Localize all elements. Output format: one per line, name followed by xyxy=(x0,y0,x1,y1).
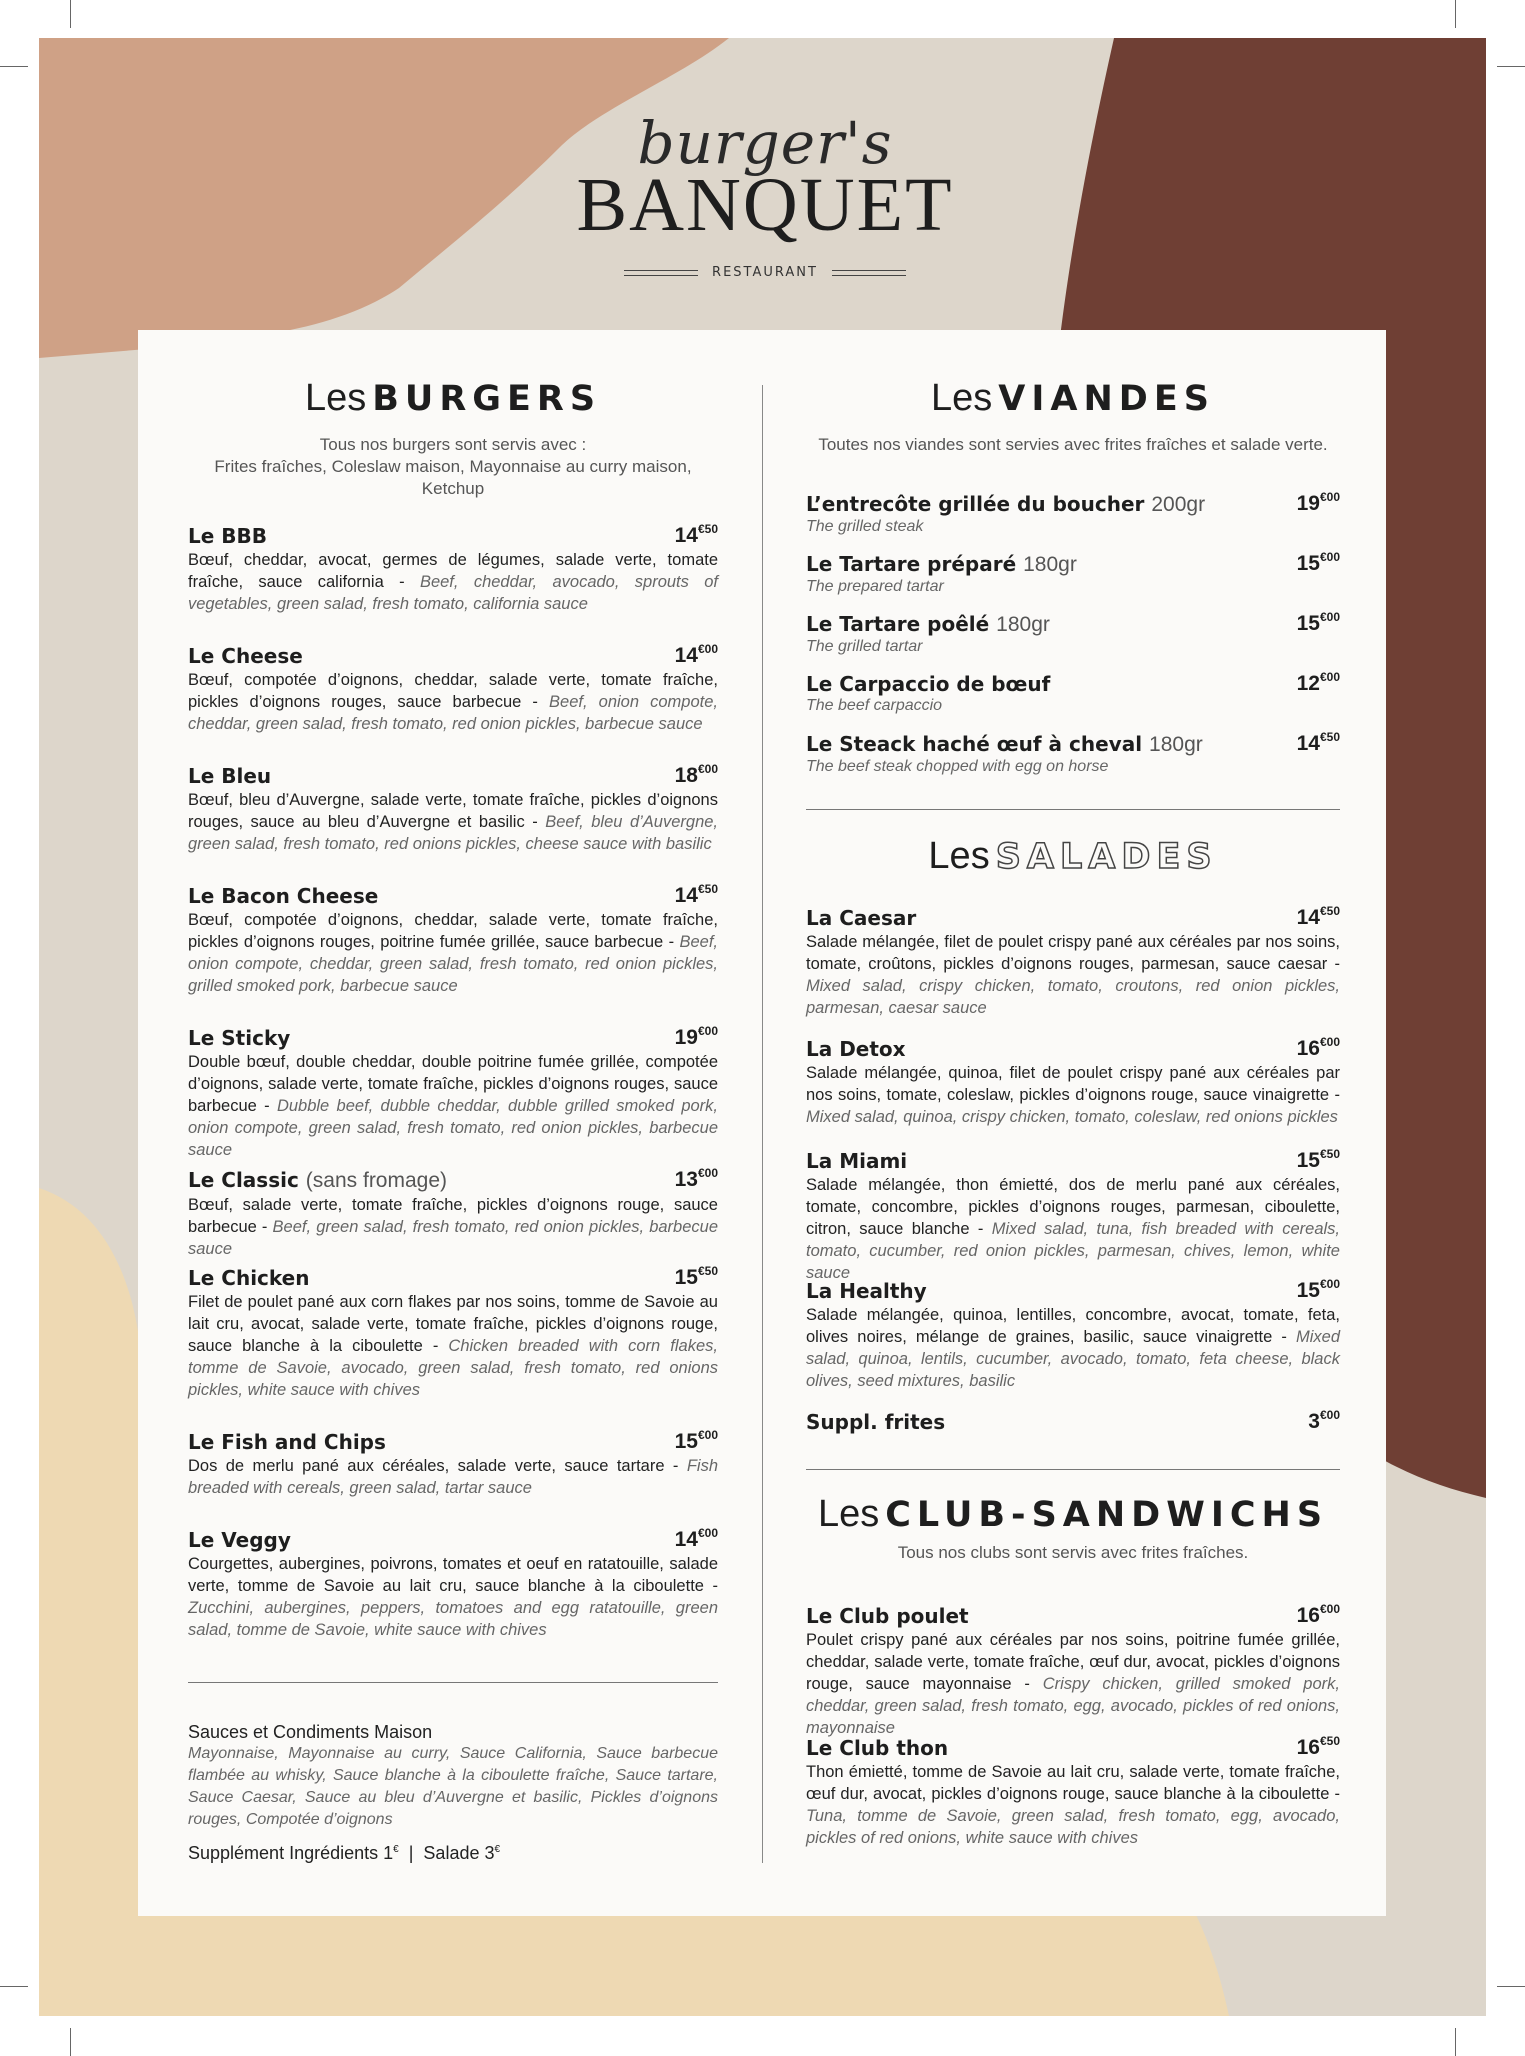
column-divider xyxy=(762,385,763,1863)
intro-line: Frites fraîches, Coleslaw maison, Mayonnaise au curry maison, Ketchup xyxy=(214,457,692,498)
item-subtitle: The beef steak chopped with egg on horse xyxy=(806,758,1109,775)
item-description: Filet de poulet pané aux corn flakes par nos soins, tomme de Savoie au lait cru, avocat, salade verte, tomate fraîche, pickles d’oignons rouge, sauce blanche à la ciboulette - Chicken breaded with corn flakes, tomme de Savoie, avocado, green salad, fresh tomato, red onions pickles, white sauce with chives xyxy=(188,1293,718,1399)
crop-mark xyxy=(1455,2028,1456,2056)
logo-script: burger's xyxy=(637,109,893,177)
menu-item xyxy=(188,1168,718,1260)
menu-item xyxy=(188,1026,718,1161)
menu-item xyxy=(188,1528,718,1641)
crop-mark xyxy=(0,66,28,67)
item-description: Thon émietté, tomme de Savoie au lait cru, salade verte, tomate fraîche, œuf dur, avocat, pickles d’oignons rouge, sauce blanche à la ciboulette - Tuna, tomme de Savoie, green salad, fresh tomato, egg, avocado, pickles of red onions, white sauce with chives xyxy=(806,1763,1340,1847)
item-price: $14^{€50}$ xyxy=(674,882,718,907)
crop-mark xyxy=(1497,66,1525,67)
section-title-clubs: Les CLUB-SANDWICHS xyxy=(817,1493,1329,1535)
item-name: Le Tartare poêlé 180gr xyxy=(806,612,1050,636)
section-divider xyxy=(188,1682,718,1683)
item-name: Le Club poulet xyxy=(806,1604,969,1628)
menu-item xyxy=(806,1604,1340,1739)
item-price: $19^{€00}$ xyxy=(1296,490,1340,515)
right-list xyxy=(806,0,1340,2056)
sauces-block xyxy=(188,1722,718,1831)
clubs-intro: Tous nos clubs sont servis avec frites fraîches. xyxy=(897,1543,1249,1562)
item-description: Poulet crispy pané aux céréales par nos soins, poitrine fumée grillée, cheddar, salade verte, tomate fraîche, œuf dur, avocat, pickles d’oignons rouge, sauce mayonnaise - Crispy chicken, grilled smoked pork, cheddar, green salad, fresh tomato, egg, avocado, pickles of red onions, mayonnaise xyxy=(806,1631,1340,1737)
supplements-line: Supplément Ingrédients 1€ | Salade 3€ xyxy=(188,1843,501,1863)
item-subtitle: The grilled steak xyxy=(806,518,924,535)
item-price: $16^{€50}$ xyxy=(1296,1734,1340,1759)
section-title-viandes: Les VIANDES xyxy=(931,377,1215,419)
menu-item xyxy=(188,1430,718,1499)
item-description: Salade mélangée, thon émietté, dos de merlu pané aux céréales, tomate, concombre, pickles d’oignons rouges, parmesan, ciboulette, citron, sauce blanche - Mixed salad, tuna, fish breaded with cereals, tomato, cucumber, red onion pickles, parmesan, chives, lemon, white sauce xyxy=(806,1176,1340,1282)
menu-item xyxy=(806,1149,1340,1284)
menu-item xyxy=(806,552,1340,596)
item-price: $14^{€00}$ xyxy=(674,642,718,667)
crop-mark xyxy=(0,1986,28,1987)
sauces-title: Sauces et Condiments Maison xyxy=(188,1722,433,1742)
viandes-intro: Toutes nos viandes sont servies avec frites fraîches et salade verte. xyxy=(818,435,1328,454)
item-name: Le Fish and Chips xyxy=(188,1430,386,1454)
menu-item xyxy=(806,1279,1340,1392)
menu-item xyxy=(806,732,1340,776)
item-price: $16^{€00}$ xyxy=(1296,1035,1340,1060)
item-name: Le Chicken xyxy=(188,1266,310,1290)
item-price: $15^{€00}$ xyxy=(674,1428,718,1453)
item-name: Le Bleu xyxy=(188,764,272,788)
item-price: $13^{€00}$ xyxy=(674,1166,718,1191)
menu-item xyxy=(188,524,718,615)
item-description: Bœuf, compotée d’oignons, cheddar, salade verte, tomate fraîche, pickles d’oignons rouges, sauce barbecue - Beef, onion compote, cheddar, green salad, fresh tomato, red onion pickles, barbecue sauce xyxy=(188,671,718,733)
item-subtitle: The prepared tartar xyxy=(806,578,944,595)
item-price: $14^{€00}$ xyxy=(674,1526,718,1551)
item-description: Bœuf, cheddar, avocat, germes de légumes, salade verte, tomate fraîche, sauce california - Beef, cheddar, avocado, sprouts of vegetables, green salad, fresh tomato, california sauce xyxy=(188,551,718,613)
menu-item xyxy=(188,644,718,735)
item-price: $15^{€50}$ xyxy=(674,1264,718,1289)
item-price: $14^{€50}$ xyxy=(1296,730,1340,755)
item-subtitle: The grilled tartar xyxy=(806,638,923,655)
item-price: $14^{€50}$ xyxy=(1296,904,1340,929)
item-price: $3^{€00}$ xyxy=(1308,1408,1340,1433)
item-name: La Miami xyxy=(806,1149,908,1173)
item-description: Dos de merlu pané aux céréales, salade verte, sauce tartare - Fish breaded with cereals, green salad, tartar sauce xyxy=(188,1457,718,1497)
crop-mark xyxy=(70,2028,71,2056)
item-name: Le Steack haché œuf à cheval 180gr xyxy=(806,732,1203,756)
menu-item xyxy=(188,764,718,855)
section-divider xyxy=(806,809,1340,810)
item-price: $16^{€00}$ xyxy=(1296,1602,1340,1627)
item-price: $14^{€50}$ xyxy=(674,522,718,547)
item-price: $15^{€00}$ xyxy=(1296,610,1340,635)
crop-mark xyxy=(1497,1986,1525,1987)
menu-item xyxy=(806,1037,1340,1128)
item-name: La Caesar xyxy=(806,906,917,930)
item-name: La Detox xyxy=(806,1037,906,1061)
section-divider xyxy=(806,1469,1340,1470)
section-title-salades: Les SALADES xyxy=(928,835,1218,877)
title-les: Les xyxy=(304,377,367,419)
item-name: L’entrecôte grillée du boucher 200gr xyxy=(806,492,1206,516)
logo-subtitle-text: RESTAURANT xyxy=(712,265,818,280)
menu-item xyxy=(806,672,1340,715)
crop-mark xyxy=(70,0,71,28)
item-name: Le Veggy xyxy=(188,1528,291,1552)
menu-item xyxy=(806,612,1340,656)
menu-item-suppl-frites xyxy=(806,1410,1340,1434)
item-name: Le Tartare préparé 180gr xyxy=(806,552,1077,576)
item-name: La Healthy xyxy=(806,1279,927,1303)
item-description: Salade mélangée, quinoa, lentilles, concombre, avocat, tomate, feta, olives noires, mélange de graines, basilic, sauce vinaigrette - Mixed salad, quinoa, lentils, cucumber, avocado, tomato, feta cheese, black olives, seed mixtures, basilic xyxy=(806,1306,1340,1390)
crop-mark xyxy=(1455,0,1456,28)
item-description: Courgettes, aubergines, poivrons, tomates et oeuf en ratatouille, salade verte, tomme de Savoie au lait cru, sauce blanche à la ciboulette - Zucchini, aubergines, peppers, tomatoes and egg ratatouille, green salad, tomme de Savoie, white sauce with chives xyxy=(188,1555,718,1639)
item-price: $15^{€50}$ xyxy=(1296,1147,1340,1172)
sauces-list: Mayonnaise, Mayonnaise au curry, Sauce California, Sauce barbecue flambée au whisky, Sauce blanche à la ciboulette fraîche, Sauce tartare, Sauce Caesar, Sauce au bleu d’Auvergne et basilic, Pickles d’oignons rouges, Compotée d’oignons xyxy=(188,1745,718,1828)
item-name: Le BBB xyxy=(188,524,268,548)
menu-item xyxy=(188,884,718,997)
item-description: Bœuf, bleu d’Auvergne, salade verte, tomate fraîche, pickles d’oignons rouges, sauce au bleu d’Auvergne et basilic - Beef, bleu d’Auvergne, green salad, fresh tomato, red onions pickles, cheese sauce with basilic xyxy=(188,791,719,853)
item-name: Le Club thon xyxy=(806,1736,949,1760)
item-description: Bœuf, salade verte, tomate fraîche, pickles d’oignons rouge, sauce barbecue - Beef, green salad, fresh tomato, red onion pickles, barbecue sauce xyxy=(188,1196,719,1258)
menu-item xyxy=(188,1266,718,1401)
item-name: Le Carpaccio de bœuf xyxy=(806,672,1051,696)
item-description: Double bœuf, double cheddar, double poitrine fumée grillée, compotée d’oignons, salade verte, tomate fraîche, pickles d’oignons rouges, sauce barbecue - Dubble beef, dubble cheddar, dubble grilled smoked pork, onion compote, green salad, fresh tomato, red onion pickles, barbecue sauce xyxy=(188,1053,719,1159)
item-description: Salade mélangée, filet de poulet crispy pané aux céréales par nos soins, tomate, croûtons, pickles d’oignons rouges, parmesan, sauce caesar - Mixed salad, crispy chicken, tomato, croutons, red onion pickles, parmesan, caesar sauce xyxy=(806,933,1340,1017)
clubs-section xyxy=(806,1488,1340,1564)
item-price: $19^{€00}$ xyxy=(674,1024,718,1049)
item-subtitle: The beef carpaccio xyxy=(806,697,943,714)
item-name: Suppl. frites xyxy=(806,1410,946,1434)
menu-item xyxy=(806,906,1340,1019)
logo-name: BANQUET xyxy=(576,163,954,247)
item-name: Le Sticky xyxy=(188,1026,291,1050)
title-word: BURGERS xyxy=(372,379,602,419)
salades-section xyxy=(806,830,1340,880)
item-name: Le Cheese xyxy=(188,644,303,668)
item-description: Salade mélangée, quinoa, filet de poulet crispy pané aux céréales par nos soins, tomate, coleslaw, pickles d’oignons rouge, sauce vinaigrette - Mixed salad, quinoa, crispy chicken, tomato, coleslaw, red onions pickles xyxy=(806,1064,1340,1126)
menu-item xyxy=(806,1736,1340,1849)
item-price: $15^{€00}$ xyxy=(1296,550,1340,575)
item-price: $18^{€00}$ xyxy=(674,762,718,787)
item-name: Le Classic (sans fromage) xyxy=(188,1168,448,1192)
menu-item xyxy=(806,492,1340,536)
item-price: $12^{€00}$ xyxy=(1296,670,1340,695)
item-description: Bœuf, compotée d’oignons, cheddar, salade verte, tomate fraîche, pickles d’oignons rouges, poitrine fumée grillée, sauce barbecue - Beef, onion compote, cheddar, green salad, fresh tomato, red onion pickles, grilled smoked pork, barbecue sauce xyxy=(188,911,718,995)
item-name: Le Bacon Cheese xyxy=(188,884,379,908)
intro-line: Tous nos burgers sont servis avec : xyxy=(319,435,587,454)
item-price: $15^{€00}$ xyxy=(1296,1277,1340,1302)
